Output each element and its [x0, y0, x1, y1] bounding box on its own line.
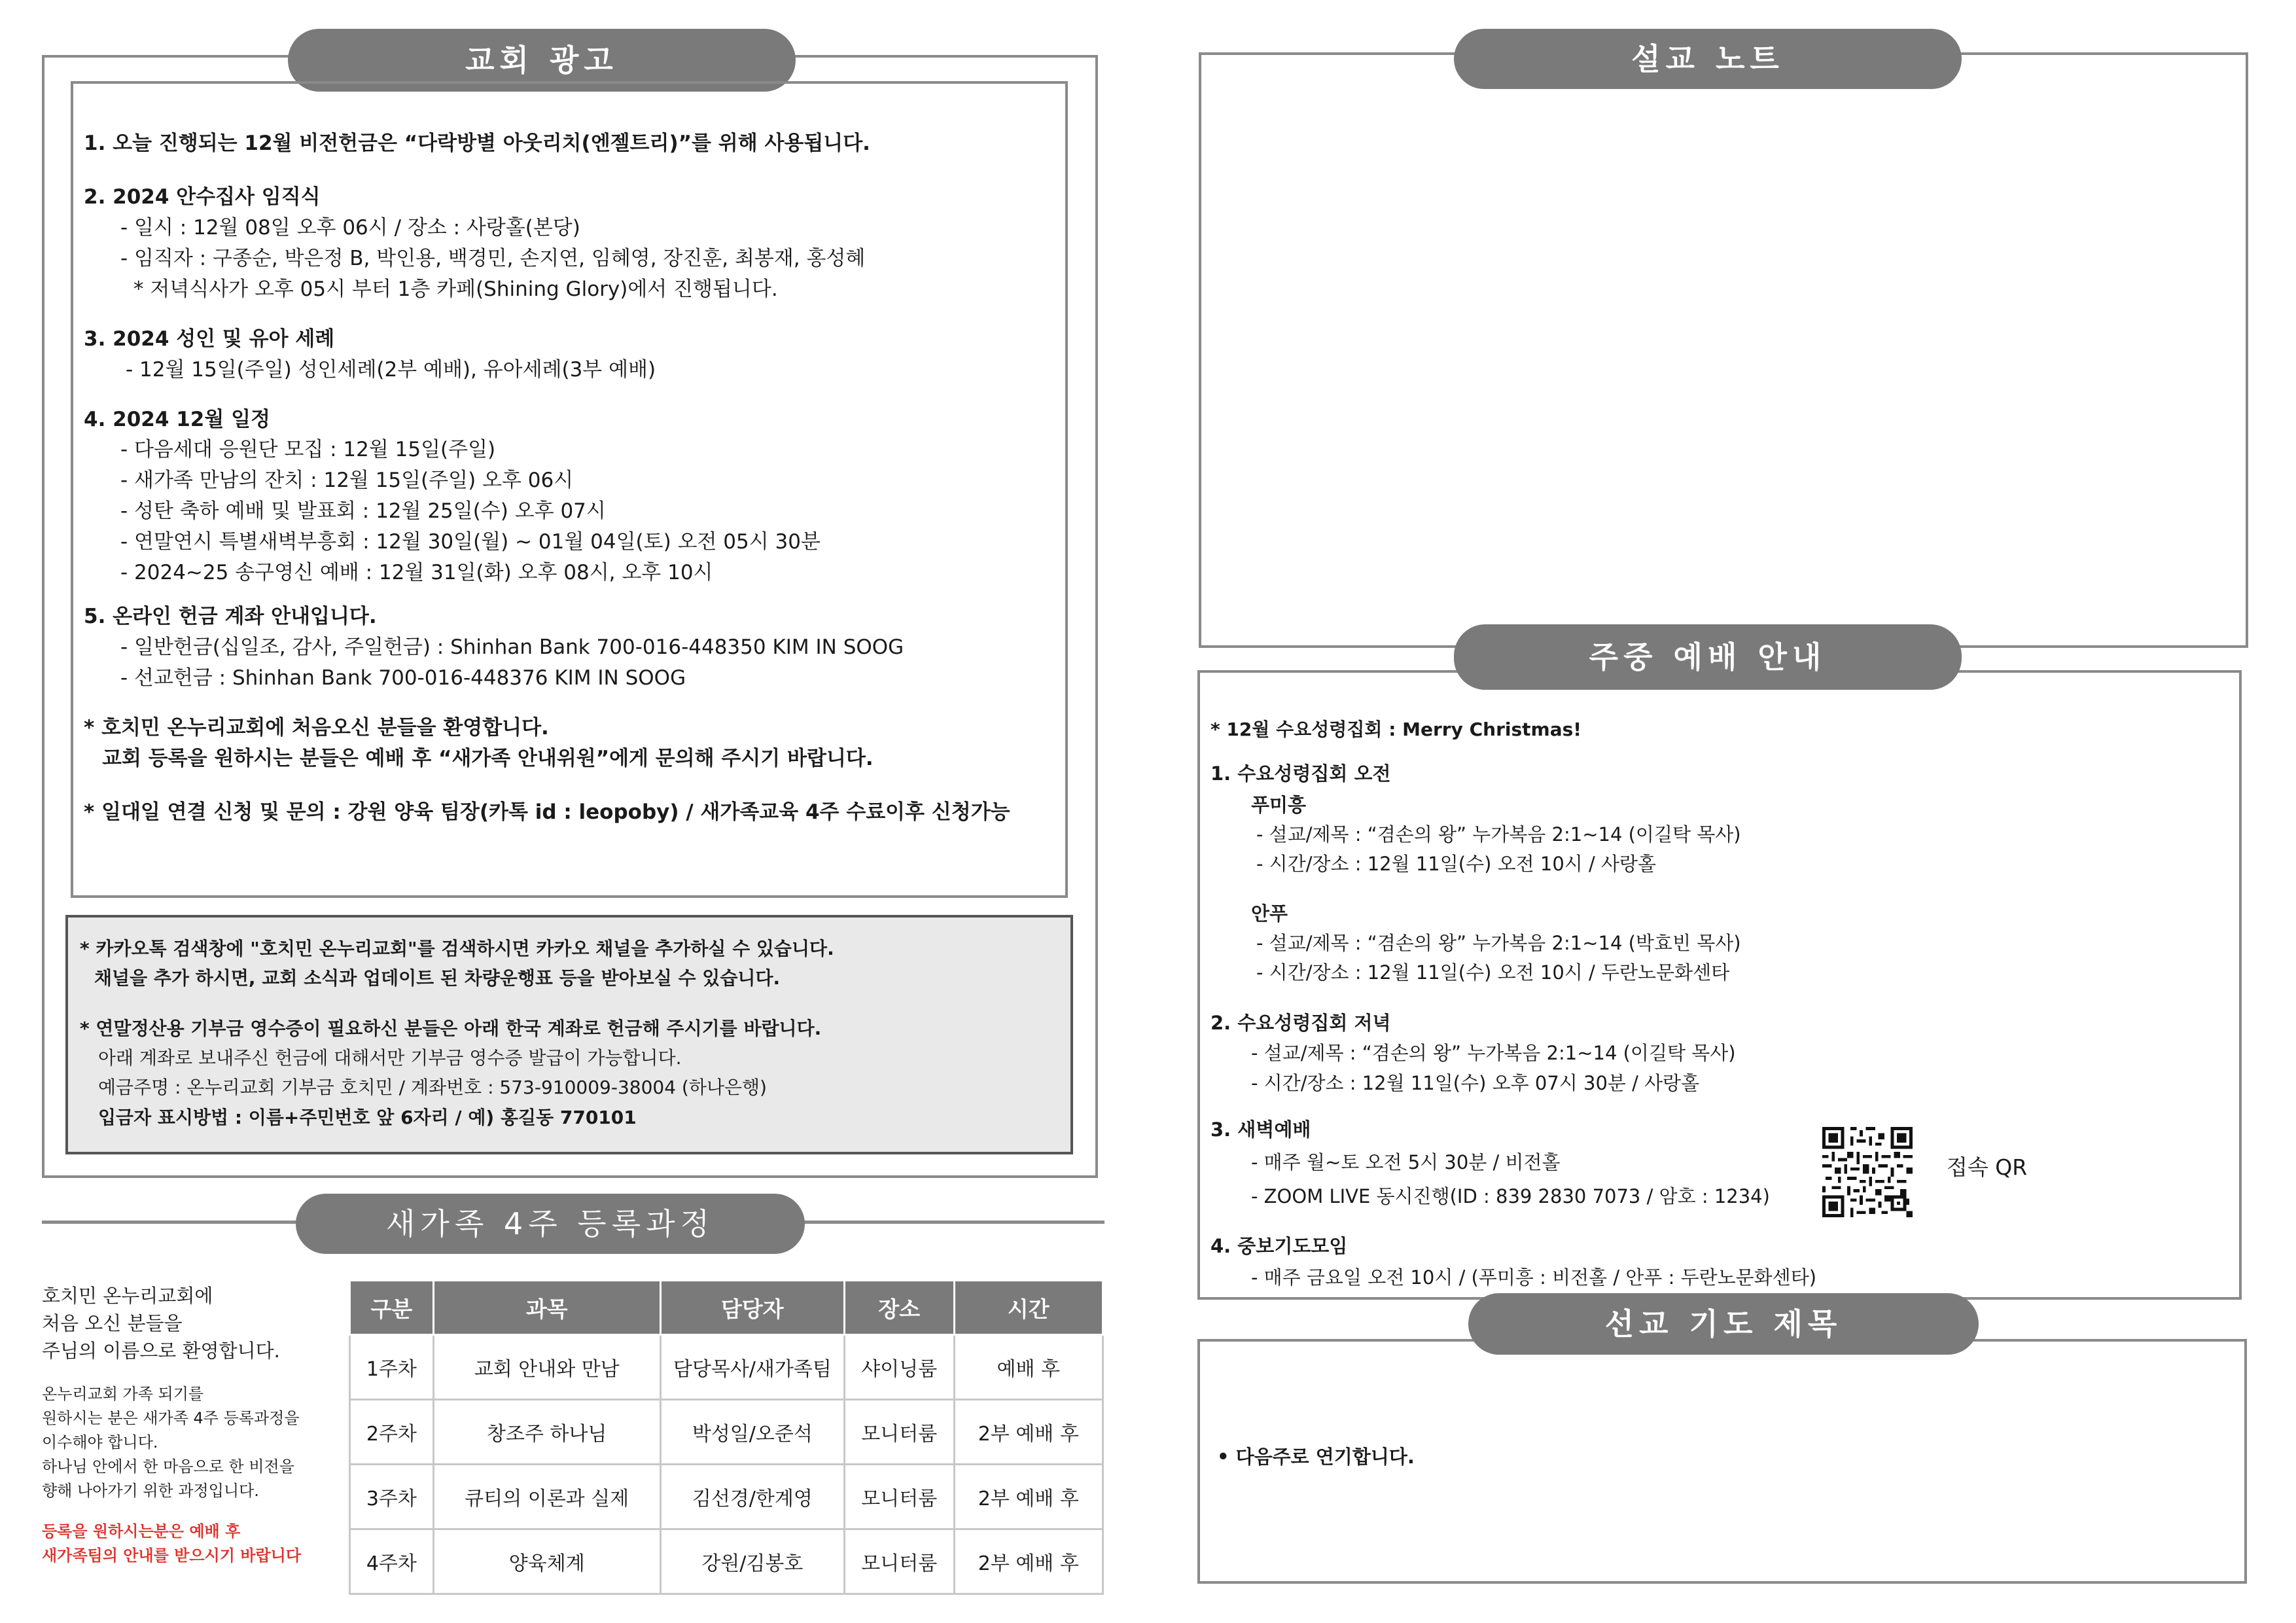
- qr-code-icon[interactable]: [1822, 1127, 1913, 1217]
- table-row: [350, 1529, 1103, 1594]
- announcement-4-line: - 연말연시 특별새벽부흥회 : 12월 30일(월) ~ 01월 04일(토) 오전 05시 30분: [120, 530, 821, 554]
- newcomer-desc-4: 하나님 안에서 한 마음으로 한 비전을: [42, 1457, 294, 1476]
- mission-item: • 다음주로 연기합니다.: [1217, 1446, 1415, 1468]
- table-cell: 예배 후: [954, 1335, 1103, 1400]
- announcement-2-line: - 임직자 : 구종순, 박은정 B, 박인용, 백경민, 손지연, 임혜영, 장진훈, 최봉재, 홍성혜: [120, 247, 866, 270]
- weekday-s2-line: - 시간/장소 : 12월 11일(수) 오후 07시 30분 / 사랑홀: [1251, 1072, 1700, 1094]
- announcement-2-line: * 저녁식사가 오후 05시 부터 1층 카페(Shining Glory)에서 진행됩니다.: [133, 277, 778, 301]
- table-header: 담당자: [660, 1281, 844, 1335]
- table-cell: 2부 예배 후: [954, 1400, 1103, 1465]
- table-header: 시간: [954, 1281, 1103, 1335]
- weekday-title: 주중 예배 안내: [1454, 624, 1962, 690]
- weekday-s3-line: - 매주 월~토 오전 5시 30분 / 비전홀: [1251, 1151, 1561, 1173]
- newcomer-note-1: 등록을 원하시는분은 예배 후: [42, 1522, 241, 1541]
- weekday-s1-sub1: 푸미흥: [1251, 794, 1307, 816]
- weekday-s4-line: - 매주 금요일 오전 10시 / (푸미흥 : 비전홀 / 안푸 : 두란노문화센타): [1251, 1266, 1817, 1289]
- weekday-s1-sub2-line: - 시간/장소 : 12월 11일(수) 오전 10시 / 두란노문화센타: [1256, 961, 1730, 984]
- table-row: [350, 1400, 1103, 1465]
- announcements-title: 교회 광고: [288, 29, 796, 92]
- table-cell: 모니터룸: [844, 1529, 954, 1594]
- table-cell: 담당목사/새가족팀: [660, 1335, 844, 1400]
- table-cell: 2부 예배 후: [954, 1465, 1103, 1529]
- table-cell: 2주차: [350, 1400, 434, 1465]
- table-row: [350, 1335, 1103, 1400]
- registration-table: [349, 1279, 1104, 1595]
- newcomer-intro-2: 처음 오신 분들을: [42, 1312, 183, 1334]
- newcomer-desc-1: 온누리교회 가족 되기를: [42, 1385, 204, 1403]
- announcement-5-line: - 일반헌금(십일조, 감사, 주일헌금) : Shinhan Bank 700-016-448350 KIM IN SOOG: [120, 635, 904, 659]
- table-header: 장소: [844, 1281, 954, 1335]
- table-cell: 3주차: [350, 1465, 434, 1529]
- weekday-s1-sub1-line: - 시간/장소 : 12월 11일(수) 오전 10시 / 사랑홀: [1256, 853, 1657, 875]
- sermon-note-frame: [1199, 52, 2248, 648]
- table-cell: 강원/김봉호: [660, 1529, 844, 1594]
- table-header: 구분: [350, 1281, 434, 1335]
- welcome-line-2: 교회 등록을 원하시는 분들은 예배 후 “새가족 안내위원”에게 문의해 주시기 바랍니다.: [102, 747, 874, 770]
- table-cell: 샤이닝룸: [844, 1335, 954, 1400]
- table-cell: 모니터룸: [844, 1465, 954, 1529]
- table-cell: 2부 예배 후: [954, 1529, 1103, 1594]
- table-cell: 박성일/오준석: [660, 1400, 844, 1465]
- welcome-line-1: * 호치민 온누리교회에 처음오신 분들을 환영합니다.: [84, 716, 549, 740]
- table-cell: 1주차: [350, 1335, 434, 1400]
- table-cell: 교회 안내와 만남: [433, 1335, 660, 1400]
- weekday-s1-sub2-line: - 설교/제목 : “겸손의 왕” 누가복음 2:1~14 (박효빈 목사): [1256, 932, 1741, 954]
- sermon-note-title: 설교 노트: [1454, 29, 1962, 89]
- weekday-s2-heading: 2. 수요성령집회 저녁: [1210, 1012, 1391, 1034]
- table-cell: 모니터룸: [844, 1400, 954, 1465]
- announcement-4-line: - 2024~25 송구영신 예배 : 12월 31일(화) 오후 08시, 오후 10시: [120, 561, 713, 584]
- weekday-s3-line: - ZOOM LIVE 동시진행(ID : 839 2830 7073 / 암호 : 1234): [1251, 1185, 1770, 1207]
- newcomer-desc-5: 향해 나아가기 위한 과정입니다.: [42, 1482, 259, 1500]
- mission-title: 선교 기도 제목: [1468, 1293, 1979, 1355]
- announcement-5-line: - 선교헌금 : Shinhan Bank 700-016-448376 KIM IN SOOG: [120, 666, 686, 690]
- table-cell: 창조주 하나님: [433, 1400, 660, 1465]
- table-header-row: [350, 1281, 1103, 1335]
- newcomer-note-2: 새가족팀의 안내를 받으시기 바랍니다: [42, 1546, 302, 1565]
- qr-label: 접속 QR: [1947, 1154, 2028, 1180]
- notice-account: 예금주명 : 온누리교회 기부금 호치민 / 계좌번호 : 573-910009-38004 (하나은행): [98, 1077, 767, 1098]
- newcomer-desc-3: 이수해야 합니다.: [42, 1433, 158, 1452]
- announcement-4-line: - 다음세대 응원단 모집 : 12월 15일(주일): [120, 438, 496, 461]
- announcement-2-heading: 2. 2024 안수집사 임직식: [84, 185, 321, 209]
- notice-kakao-2: 채널을 추가 하시면, 교회 소식과 업데이트 된 차량운행표 등을 받아보실 수 있습니다.: [94, 967, 781, 989]
- notice-receipt-1: * 연말정산용 기부금 영수증이 필요하신 분들은 아래 한국 계좌로 헌금해 주시기를 바랍니다.: [80, 1018, 822, 1039]
- weekday-s1-heading: 1. 수요성령집회 오전: [1210, 762, 1391, 785]
- announcement-1: 1. 오늘 진행되는 12월 비전헌금은 “다락방별 아웃리치(엔젤트리)”를 위해 사용됩니다.: [84, 132, 870, 155]
- notice-depositor: 입금자 표시방법 : 이름+주민번호 앞 6자리 / 예) 홍길동 770101: [98, 1107, 637, 1128]
- newcomer-desc-2: 원하시는 분은 새가족 4주 등록과정을: [42, 1409, 300, 1427]
- announcement-3-line: - 12월 15일(주일) 성인세례(2부 예배), 유아세례(3부 예배): [126, 358, 656, 382]
- announcement-3-heading: 3. 2024 성인 및 유아 세례: [84, 327, 335, 351]
- table-header: 과목: [433, 1281, 660, 1335]
- announcement-2-line: - 일시 : 12월 08일 오후 06시 / 장소 : 사랑홀(본당): [120, 216, 580, 240]
- notice-receipt-2: 아래 계좌로 보내주신 헌금에 대해서만 기부금 영수증 발급이 가능합니다.: [98, 1047, 682, 1069]
- newcomer-intro-3: 주님의 이름으로 환영합니다.: [42, 1340, 280, 1362]
- weekday-intro: * 12월 수요성령집회 : Merry Christmas!: [1210, 719, 1582, 740]
- weekday-s1-sub1-line: - 설교/제목 : “겸손의 왕” 누가복음 2:1~14 (이길탁 목사): [1256, 823, 1741, 846]
- weekday-s1-sub2: 안푸: [1251, 902, 1288, 925]
- newcomer-intro-1: 호치민 온누리교회에: [42, 1285, 213, 1307]
- announcement-4-line: - 성탄 축하 예배 및 발표회 : 12월 25일(수) 오후 07시: [120, 499, 606, 523]
- announcement-4-heading: 4. 2024 12월 일정: [84, 408, 270, 431]
- notice-kakao-1: * 카카오톡 검색창에 "호치민 온누리교회"를 검색하시면 카카오 채널을 추가하실 수 있습니다.: [80, 938, 834, 959]
- announcement-4-line: - 새가족 만남의 잔치 : 12월 15일(주일) 오후 06시: [120, 469, 574, 492]
- newcomer-title: 새가족 4주 등록과정: [296, 1194, 805, 1254]
- table-cell: 양육체계: [433, 1529, 660, 1594]
- table-row: [350, 1465, 1103, 1529]
- table-cell: 4주차: [350, 1529, 434, 1594]
- table-cell: 김선경/한계영: [660, 1465, 844, 1529]
- contact-line: * 일대일 연결 신청 및 문의 : 강원 양육 팀장(카톡 id : leopoby) / 새가족교육 4주 수료이후 신청가능: [84, 800, 1010, 824]
- announcement-5-heading: 5. 온라인 헌금 계좌 안내입니다.: [84, 605, 377, 628]
- weekday-s3-heading: 3. 새벽예배: [1210, 1118, 1311, 1141]
- weekday-s4-heading: 4. 중보기도모임: [1210, 1235, 1348, 1257]
- weekday-s2-line: - 설교/제목 : “겸손의 왕” 누가복음 2:1~14 (이길탁 목사): [1251, 1042, 1736, 1064]
- table-cell: 큐티의 이론과 실제: [433, 1465, 660, 1529]
